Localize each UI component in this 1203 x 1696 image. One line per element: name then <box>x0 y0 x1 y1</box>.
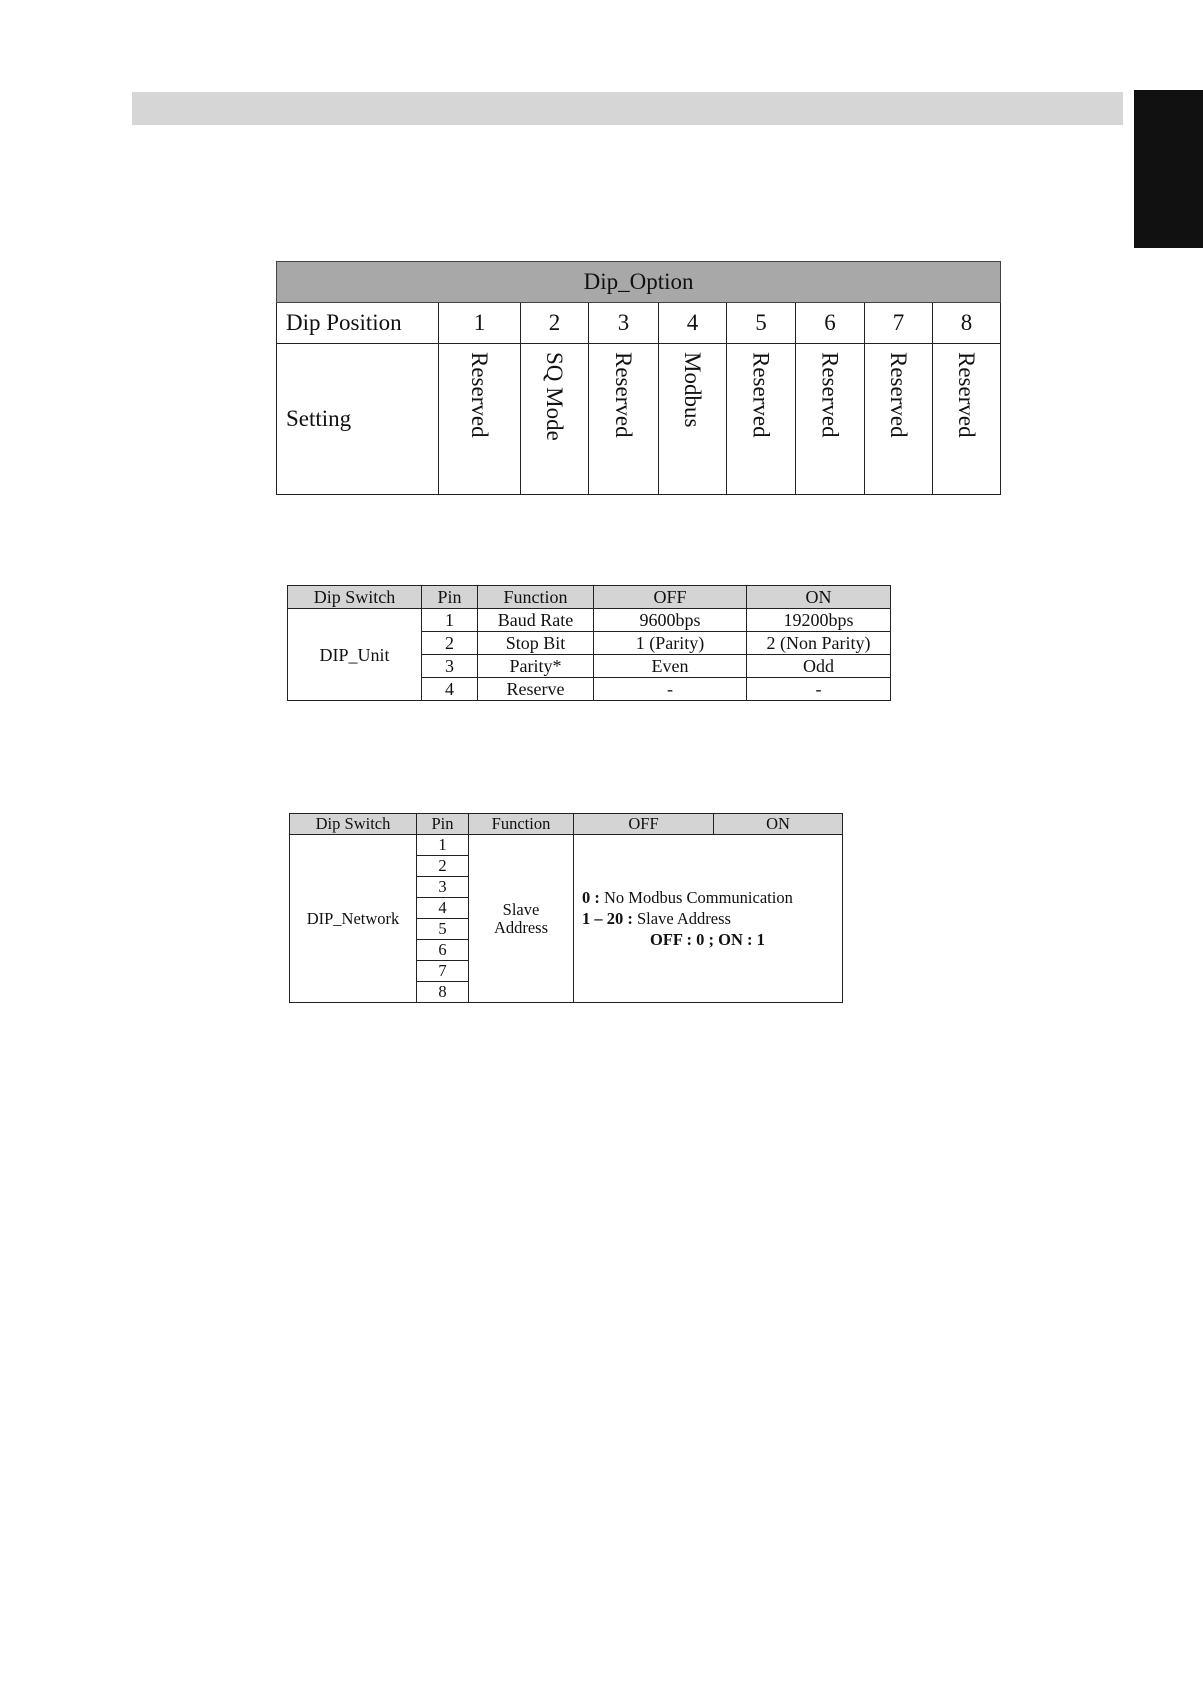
header-pin: Pin <box>422 586 478 609</box>
dip-position-cell: 3 <box>589 303 659 344</box>
pin-cell: 5 <box>417 919 469 940</box>
pin-cell: 3 <box>417 877 469 898</box>
function-cell <box>469 835 574 1003</box>
setting-cell <box>439 344 521 495</box>
setting-value: Reserved <box>954 352 980 438</box>
on-cell: 2 (Non Parity) <box>747 632 891 655</box>
description-key: 0 : <box>582 888 600 907</box>
dip-position-cell: 4 <box>659 303 727 344</box>
function-line: Address <box>493 917 549 937</box>
dip-unit-table <box>287 585 891 701</box>
description-key: 1 – 20 : <box>582 909 633 928</box>
dip-position-label: Dip Position <box>277 303 439 344</box>
pin-cell: 3 <box>422 655 478 678</box>
off-cell: - <box>594 678 747 701</box>
off-cell: Even <box>594 655 747 678</box>
dip-position-cell: 6 <box>796 303 865 344</box>
pin-cell: 2 <box>422 632 478 655</box>
pin-cell: 7 <box>417 961 469 982</box>
dip-option-title: Dip_Option <box>277 262 1001 303</box>
dip-position-cell: 8 <box>933 303 1001 344</box>
on-cell: Odd <box>747 655 891 678</box>
pin-cell: 6 <box>417 940 469 961</box>
setting-value: Reserved <box>467 352 492 438</box>
setting-value: Reserved <box>611 352 636 438</box>
function-cell: Baud Rate <box>478 609 594 632</box>
description-text: Slave Address <box>632 909 731 928</box>
setting-value: Reserved <box>817 352 843 438</box>
setting-value: Reserved <box>748 352 774 438</box>
on-cell: 19200bps <box>747 609 891 632</box>
setting-value: Reserved <box>886 352 911 438</box>
setting-value: SQ Mode <box>542 352 567 441</box>
header-dip-switch: Dip Switch <box>290 814 417 835</box>
slave-address-description <box>574 835 843 1003</box>
table-row <box>288 609 891 632</box>
setting-cell <box>865 344 933 495</box>
description-line: OFF : 0 ; ON : 1 <box>650 930 765 949</box>
pin-cell: 1 <box>422 609 478 632</box>
dip-network-name: DIP_Network <box>290 835 417 1003</box>
dip-network-table <box>289 813 843 1003</box>
description-line <box>582 887 842 908</box>
header-on: ON <box>714 814 843 835</box>
setting-value: Modbus <box>680 352 705 428</box>
setting-label: Setting <box>277 344 439 495</box>
dip-option-table <box>276 261 1001 495</box>
pin-cell: 4 <box>422 678 478 701</box>
header-off: OFF <box>594 586 747 609</box>
dip-position-cell: 5 <box>727 303 796 344</box>
header-off: OFF <box>574 814 714 835</box>
description-text: No Modbus Communication <box>599 888 793 907</box>
setting-cell <box>659 344 727 495</box>
function-cell: Reserve <box>478 678 594 701</box>
setting-cell <box>727 344 796 495</box>
pin-cell: 4 <box>417 898 469 919</box>
setting-cell <box>521 344 589 495</box>
setting-cell <box>796 344 865 495</box>
dip-position-cell: 7 <box>865 303 933 344</box>
header-pin: Pin <box>417 814 469 835</box>
pin-cell: 2 <box>417 856 469 877</box>
function-cell: Stop Bit <box>478 632 594 655</box>
chapter-side-tab <box>1134 90 1203 248</box>
pin-cell: 1 <box>417 835 469 856</box>
header-on: ON <box>747 586 891 609</box>
header-dip-switch: Dip Switch <box>288 586 422 609</box>
section-header-bar <box>132 92 1123 125</box>
header-function: Function <box>478 586 594 609</box>
description-line <box>582 908 842 929</box>
dip-position-cell: 2 <box>521 303 589 344</box>
header-function: Function <box>469 814 574 835</box>
on-cell: - <box>747 678 891 701</box>
setting-cell <box>933 344 1001 495</box>
dip-position-cell: 1 <box>439 303 521 344</box>
pin-cell: 8 <box>417 982 469 1003</box>
off-cell: 1 (Parity) <box>594 632 747 655</box>
function-line: Slave <box>502 899 540 919</box>
function-cell: Parity* <box>478 655 594 678</box>
dip-unit-name: DIP_Unit <box>288 609 422 701</box>
off-cell: 9600bps <box>594 609 747 632</box>
setting-cell <box>589 344 659 495</box>
